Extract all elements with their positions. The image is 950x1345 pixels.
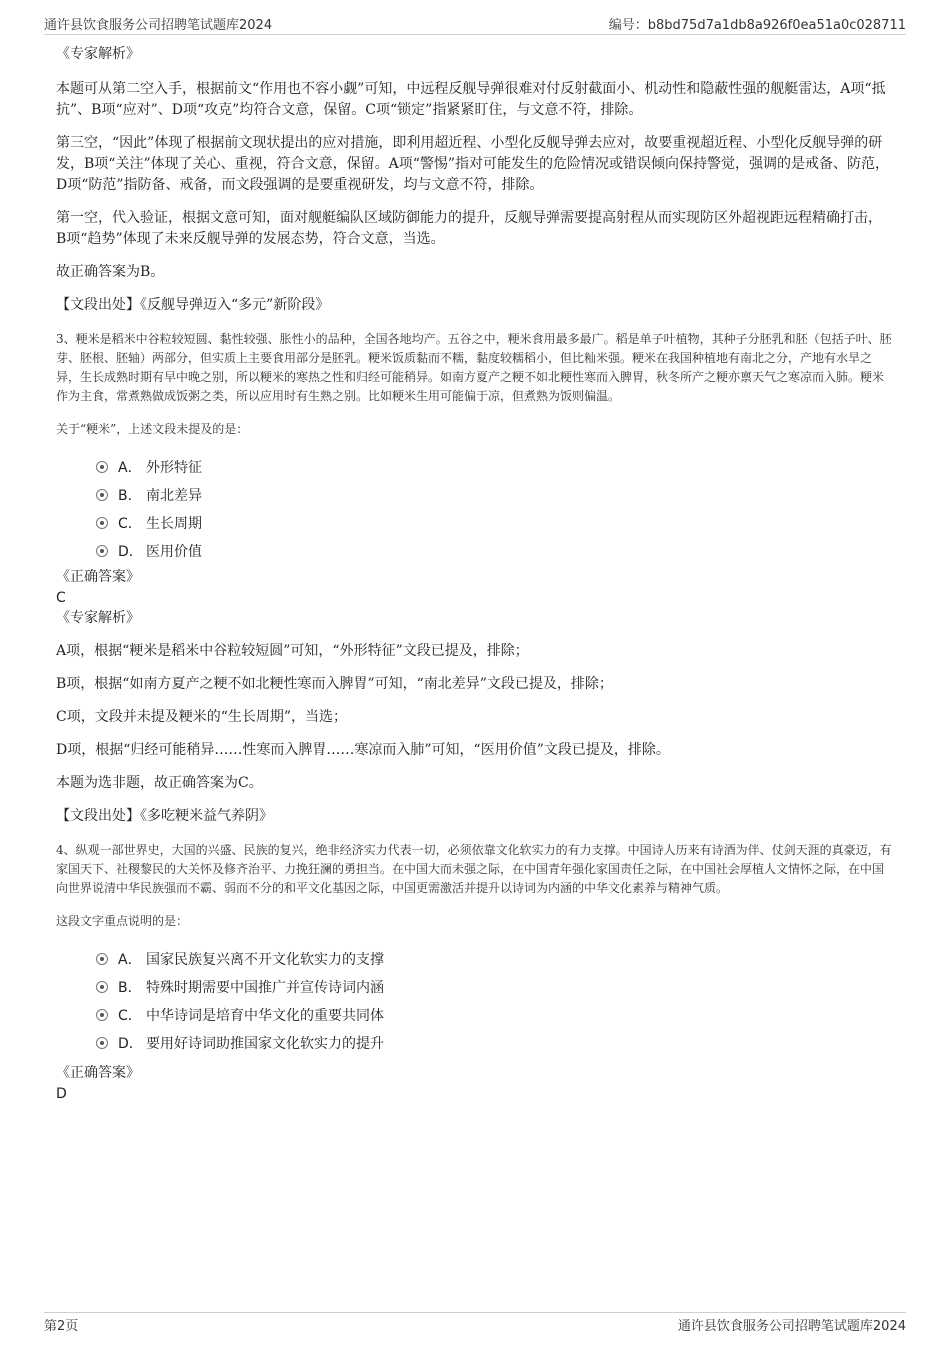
q3-analysis-line: B项，根据“如南方夏产之粳不如北粳性寒而入脾胃”可知，“南北差异”文段已提及，排除； — [56, 676, 613, 692]
q3-conclusion: 本题为选非题，故正确答案为C。 — [56, 775, 263, 791]
q4-option-c[interactable] — [96, 1001, 892, 1029]
q3-analysis-line: A项，根据“粳米是稻米中谷粒较短圆”可知，“外形特征”文段已提及，排除； — [56, 643, 529, 659]
option-text: 生长周期 — [146, 516, 202, 532]
q4-option-d[interactable] — [96, 1029, 892, 1057]
q3-analysis-line: D项，根据“归经可能稍异……性寒而入脾胃……寒凉而入肺”可知，“医用价值”文段已提及，排除。 — [56, 742, 670, 758]
q3-option-a[interactable] — [96, 453, 892, 481]
q3-analysis-label: 《专家解析》 — [56, 610, 140, 626]
option-key: A． — [118, 952, 142, 968]
q4-answer: D — [56, 1086, 67, 1102]
option-key: C． — [118, 1008, 142, 1024]
q4-answer-label: 《正确答案》 — [56, 1065, 140, 1081]
q4-passage: 4、纵观一部世界史，大国的兴盛、民族的复兴，绝非经济实力代表一切，必须依靠文化软实力的有力支撑。中国诗人历来有诗酒为伴、仗剑天涯的真豪迈，有家国天下、社稷黎民的大关怀及修齐治平、力挽狂澜的勇担当。在中国大而未强之际，在中国青年强化家国责任之际，在中国社会厚植人文情怀之际，在中国向世界说清中华民族强而不霸、弱而不分的和平文化基因之际，中国更需激活并提升以诗词为内涵的中华文化素养与精神气质。 — [56, 843, 892, 895]
q3-question: 关于“粳米”，上述文段未提及的是： — [56, 422, 249, 436]
page-header — [44, 14, 906, 35]
q3-option-c[interactable] — [96, 509, 892, 537]
q3-answer: C — [56, 590, 66, 606]
q2-conclusion: 故正确答案为B。 — [56, 264, 165, 280]
option-key: C． — [118, 516, 142, 532]
radio-icon[interactable] — [96, 517, 108, 529]
option-text: 外形特征 — [146, 460, 202, 476]
q4-option-b[interactable] — [96, 973, 892, 1001]
radio-icon[interactable] — [96, 981, 108, 993]
option-key: B． — [118, 488, 142, 504]
q3-source: 【文段出处】《多吃粳米益气养阴》 — [56, 808, 273, 824]
q2-analysis-paragraph: 本题可从第二空入手，根据前文“作用也不容小觑”可知，中远程反舰导弹很难对付反射截面小、机动性和隐蔽性强的舰艇雷达，A项“抵抗”、B项“应对”、D项“攻克”均符合文意，保留。C项“锁定”指紧紧盯住，与文意不符，排除。 — [56, 81, 886, 118]
radio-icon[interactable] — [96, 545, 108, 557]
option-text: 特殊时期需要中国推广并宣传诗词内涵 — [146, 980, 384, 996]
q4-options — [96, 945, 892, 1057]
q3-analysis-line: C项，文段并未提及粳米的“生长周期”，当选； — [56, 709, 348, 725]
q4-option-a[interactable] — [96, 945, 892, 973]
footer-page-number: 第2页 — [44, 1319, 79, 1334]
document-body — [56, 44, 892, 1104]
q2-source: 【文段出处】《反舰导弹迈入“多元”新阶段》 — [56, 297, 330, 313]
option-text: 要用好诗词助推国家文化软实力的提升 — [146, 1036, 384, 1052]
header-title: 通许县饮食服务公司招聘笔试题库2024 — [44, 18, 273, 33]
option-text: 中华诗词是培育中华文化的重要共同体 — [146, 1008, 384, 1024]
page-footer — [44, 1312, 906, 1335]
q3-options — [96, 453, 892, 565]
footer-title: 通许县饮食服务公司招聘笔试题库2024 — [677, 1319, 906, 1334]
q3-passage: 3、粳米是稻米中谷粒较短圆、黏性较强、胀性小的品种，全国各地均产。五谷之中，粳米食用最多最广。稻是单子叶植物，其种子分胚乳和胚（包括子叶、胚芽、胚根、胚轴）两部分，但实质上主要食用部分是胚乳。粳米饭质黏而不糯，黏度较糯稻小，但比籼米强。粳米在我国种植地有南北之分，产地有水旱之异，生长成熟时期有早中晚之别，所以粳米的寒热之性和归经可能稍异。如南方夏产之粳不如北粳性寒而入脾胃，秋冬所产之粳亦禀天气之寒凉而入肺。粳米作为主食，常煮熟做成饭粥之类，所以应用时有生熟之别。比如粳米生用可能偏于凉，但煮熟为饭则偏温。 — [56, 332, 892, 403]
q2-analysis-paragraph: 第一空，代入验证，根据文意可知，面对舰艇编队区域防御能力的提升，反舰导弹需要提高射程从而实现防区外超视距远程精确打击，B项“趋势”体现了未来反舰导弹的发展态势，符合文意，当选。 — [56, 210, 882, 247]
option-text: 南北差异 — [146, 488, 202, 504]
radio-icon[interactable] — [96, 461, 108, 473]
q2-analysis-paragraph: 第三空，“因此”体现了根据前文现状提出的应对措施，即利用超近程、小型化反舰导弹去应对，故要重视超近程、小型化反舰导弹的研发，B项“关注”体现了关心、重视，符合文意，保留。A项“警惕”指对可能发生的危险情况或错误倾向保持警觉，强调的是戒备、防范，D项“防范”指防备、戒备，而文段强调的是要重视研发，均与文意不符，排除。 — [56, 135, 890, 193]
radio-icon[interactable] — [96, 953, 108, 965]
option-key: B． — [118, 980, 142, 996]
header-serial: 编号：b8bd75d7a1db8a926f0ea51a0c028711 — [608, 18, 906, 33]
q3-option-d[interactable] — [96, 537, 892, 565]
option-key: D． — [118, 1036, 143, 1052]
radio-icon[interactable] — [96, 1009, 108, 1021]
q3-answer-label: 《正确答案》 — [56, 569, 140, 585]
option-key: A． — [118, 460, 142, 476]
option-key: D． — [118, 544, 143, 560]
option-text: 国家民族复兴离不开文化软实力的支撑 — [146, 952, 384, 968]
q2-analysis-label: 《专家解析》 — [56, 46, 140, 62]
option-text: 医用价值 — [146, 544, 202, 560]
radio-icon[interactable] — [96, 489, 108, 501]
q4-question: 这段文字重点说明的是： — [56, 914, 189, 928]
radio-icon[interactable] — [96, 1037, 108, 1049]
q3-option-b[interactable] — [96, 481, 892, 509]
